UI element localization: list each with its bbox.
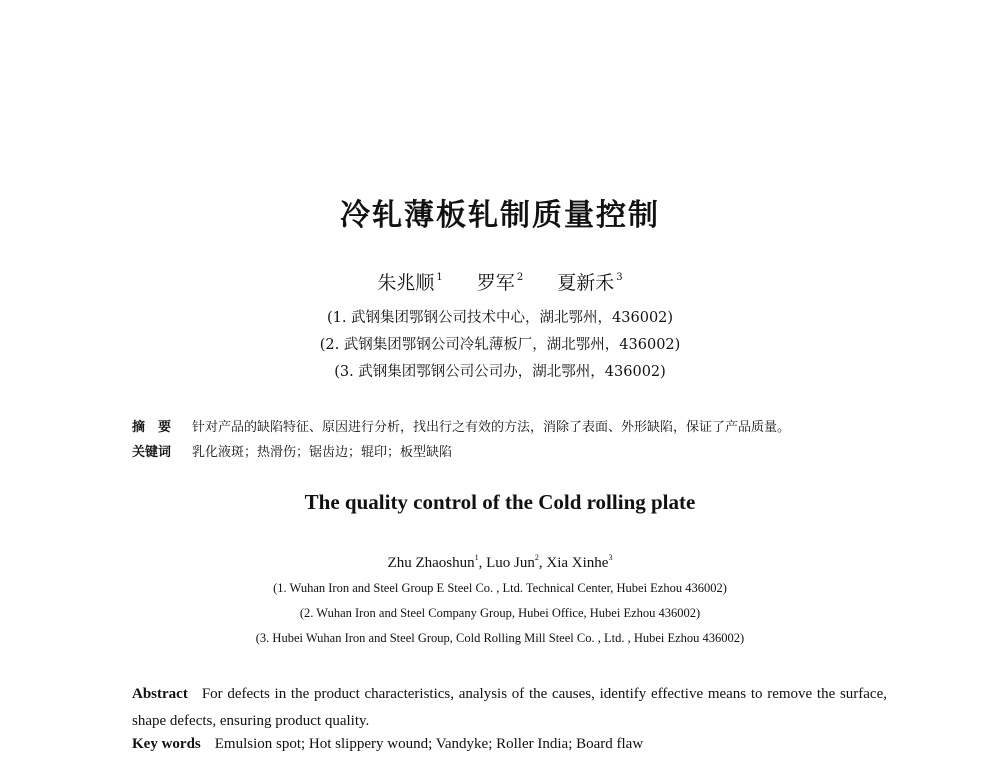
- chinese-affiliation-1: (1. 武钢集团鄂钢公司技术中心，湖北鄂州，436002): [326, 310, 674, 326]
- english-affiliation-2: (2. Wuhan Iron and Steel Company Group, Hubei Office, Hubei Ezhou 436002): [299, 606, 701, 620]
- chinese-author-2: [477, 272, 523, 294]
- author-name: 朱兆顺: [377, 272, 435, 294]
- chinese-keywords-label: 关键词: [132, 445, 172, 460]
- chinese-keywords-text: 乳化液斑；热滑伤；锯齿边；辊印；板型缺陷: [192, 445, 453, 460]
- chinese-abstract: [132, 416, 892, 435]
- english-abstract-text: For defects in the product characteristics, analysis of the causes, identify effective means to remove the surface, shape defects, ensuring product quality.: [132, 686, 887, 729]
- english-keywords: [132, 736, 887, 753]
- chinese-title: 冷轧薄板轧制质量控制: [340, 198, 660, 233]
- author-name: 罗军: [476, 272, 515, 294]
- english-author-2: [486, 555, 539, 571]
- chinese-abstract-label: 摘 要: [132, 420, 172, 435]
- english-keywords-text: Emulsion spot; Hot slippery wound; Vandyke; Roller India; Board flaw: [214, 736, 644, 752]
- chinese-authors: [0, 268, 1000, 295]
- author-name: Xia Xinhe: [546, 555, 609, 571]
- author-name: Zhu Zhaoshun: [387, 555, 475, 571]
- author-affiliation-mark: 3: [616, 272, 623, 283]
- english-title: The quality control of the Cold rolling plate: [304, 490, 696, 514]
- english-keywords-label: Key words: [132, 736, 201, 752]
- author-affiliation-mark: 2: [516, 272, 524, 283]
- author-affiliation-mark: 1: [436, 272, 443, 283]
- author-affiliation-mark: 1: [474, 553, 479, 562]
- author-name: 夏新禾: [557, 272, 615, 294]
- english-author-3: [546, 555, 612, 571]
- author-name: Luo Jun: [486, 555, 535, 571]
- chinese-affiliation-3: (3. 武钢集团鄂钢公司公司办，湖北鄂州，436002): [334, 364, 666, 380]
- english-abstract-label: Abstract: [132, 686, 188, 702]
- author-affiliation-mark: 2: [534, 553, 539, 562]
- english-authors: Zhu Zhaoshun$^1$, Luo Jun$^2$, Xia Xinhe$^3$: [387, 553, 613, 571]
- chinese-keywords: [132, 441, 892, 460]
- chinese-author-1: [377, 272, 442, 294]
- english-author-1: [388, 555, 479, 571]
- english-affiliation-1: (1. Wuhan Iron and Steel Group E Steel Co. , Ltd. Technical Center, Hubei Ezhou 436002): [273, 581, 727, 595]
- chinese-author-3: [557, 272, 622, 294]
- chinese-abstract-text: 针对产品的缺陷特征、原因进行分析，找出行之有效的方法，消除了表面、外形缺陷，保证了产品质量。: [192, 420, 791, 435]
- english-affiliation-3: (3. Hubei Wuhan Iron and Steel Group, Cold Rolling Mill Steel Co. , Ltd. , Hubei Ezhou 436002): [255, 631, 745, 645]
- english-abstract: [132, 681, 887, 735]
- author-affiliation-mark: 3: [608, 553, 613, 562]
- chinese-affiliation-2: (2. 武钢集团鄂钢公司冷轧薄板厂，湖北鄂州，436002): [319, 337, 681, 353]
